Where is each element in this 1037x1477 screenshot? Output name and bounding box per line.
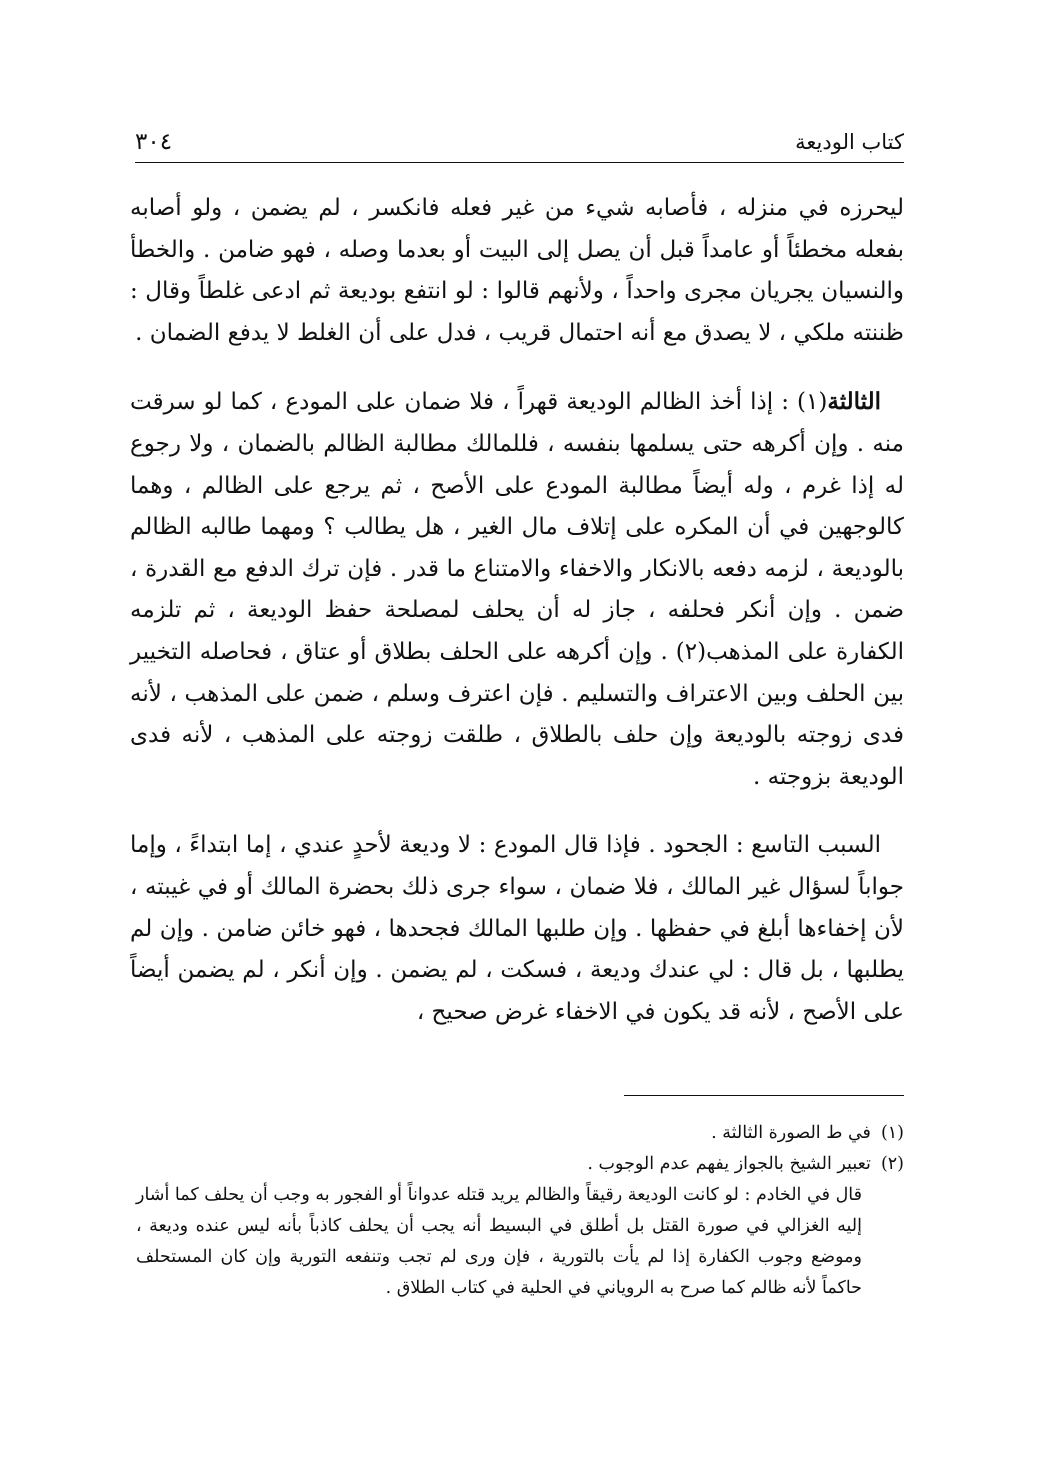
page-number: ٣٠٤ [135,129,173,155]
footnote-1-text: في ط الصورة الثالثة . [711,1123,871,1143]
footnote-1 [136,1118,904,1149]
paragraph-2-text-b: . وإن أكرهه على الحلف بطلاق أو عتاق ، فحاصله التخيير بين الحلف وبين الاعتراف والتسليم . فإن اعترف وسلم ، ضمن على المذهب ، لأنه فدى زوجته بالوديعة وإن حلف بالطلاق ، طلقت زوجته على المذهب ، لأنه فدى الوديعة بزوجته . [130,638,904,790]
footnote-separator [624,1095,904,1096]
running-title: كتاب الوديعة [795,130,904,154]
paragraph-3-text: السبب التاسع : الجحود . فإذا قال المودع : لا وديعة لأحدٍ عندي ، إما ابتداءً ، وإما جواباً لسؤال غير المالك ، فلا ضمان ، سواء جرى ذلك بحضرة المالك أو في غيبته ، لأن إخفاءها أبلغ في حفظها . وإن طلبها المالك فجحدها ، فهو خائن ضامن . وإن لم يطلبها ، بل قال : لي عندك وديعة ، فسكت ، لم يضمن . وإن أنكر ، لم يضمن أيضاً على الأصح ، لأنه قد يكون في الاخفاء غرض صحيح ، [130,832,904,1025]
paragraph-1: ليحرزه في منزله ، فأصابه شيء من غير فعله فانكسر ، لم يضمن ، ولو أصابه بفعله مخطئاً أو عامداً قبل أن يصل إلى البيت أو بعدما وصله ، فهو ضامن . والخطأ والنسيان يجريان مجرى واحداً ، ولأنهم قالوا : لو انتفع بوديعة ثم ادعى غلطاً وقال : ظننته ملكي ، لا يصدق مع أنه احتمال قريب ، فدل على أن الغلط لا يدفع الضمان . [130,195,904,346]
footnote-1-number: (١) [880,1123,904,1143]
section-heading-third: الثالثة [827,388,881,416]
page-header [135,122,904,163]
footnote-2 [136,1149,904,1180]
footnote-marker-2: (٢) [675,638,707,665]
footnote-2-continuation: قال في الخادم : لو كانت الوديعة رقيقاً والظالم يريد قتله عدواناً أو الفجور به وجب أن يحلف كما أشار إليه الغزالي في صورة القتل بل أطلق في البسيط أنه يجب أن يحلف كاذباً بأنه ليس عنده وديعة ، وموضع وجوب الكفارة إذا لم يأت بالتورية ، فإن ورى لم تجب وتنفعه التورية وإن كان المستحلف حاكماً لأنه ظالم كما صرح به الروياني في الحلية في كتاب الطلاق . [136,1185,862,1298]
footnote-marker-1: (١) [797,389,828,416]
paragraph-2 [130,381,904,798]
paragraph-3 [130,825,904,1033]
footnote-2-number: (٢) [880,1154,904,1174]
footnotes [136,1118,904,1304]
paragraph-2-text-a: : إذا أخذ الظالم الوديعة قهراً ، فلا ضمان على المودع ، كما لو سرقت منه . وإن أكرهه حتى يسلمها بنفسه ، فللمالك مطالبة الظالم بالضمان ، ولا رجوع له إذا غرم ، وله أيضاً مطالبة المودع على الأصح ، ثم يرجع على الظالم ، وهما كالوجهين في أن المكره على إتلاف مال الغير ، هل يطالب ؟ ومهما طالبه الظالم بالوديعة ، لزمه دفعه بالانكار والاخفاء والامتناع ما قدر . فإن ترك الدفع مع القدرة ، ضمن . وإن أنكر فحلفه ، جاز له أن يحلف لمصلحة حفظ الوديعة ، ثم تلزمه الكفارة على المذهب [130,389,904,665]
footnote-2-text: تعبير الشيخ بالجواز يفهم عدم الوجوب . [587,1154,871,1174]
main-text [130,188,904,1033]
